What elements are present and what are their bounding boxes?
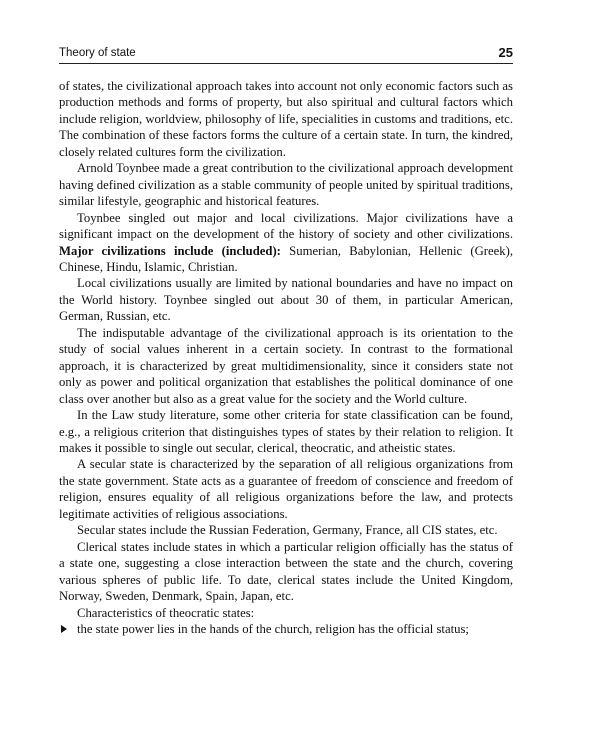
paragraph: Secular states include the Russian Federation, Germany, France, all CIS states, etc. <box>77 523 498 538</box>
paragraph: Clerical states include states in which a particular religion officially has the status of a state one, suggesting a close interaction between the state and the church, covering various spheres of public life. To date, clerical states include the United Kingdom, Norway, Sweden, Denmark, Spain, Japan, etc. <box>59 539 513 604</box>
list-item <box>59 621 513 637</box>
list-item-text: the state power lies in the hands of the church, religion has the official status; <box>77 621 469 636</box>
page-number: 25 <box>498 45 513 60</box>
body-text <box>59 78 513 637</box>
running-title: Theory of state <box>59 47 136 59</box>
paragraph-major-civilizations <box>59 210 513 276</box>
paragraph: In the Law study literature, some other criteria for state classification can be found, e.g., a religious criterion that distinguishes types of states by their relation to religion. It makes it possible to single out secular, clerical, theocratic, and atheistic states. <box>59 408 513 455</box>
paragraph: of states, the civilizational approach takes into account not only economic factors such as production methods and forms of property, but also spiritual and cultural factors which include religion, worldview, philosophy of life, specialities in customs and traditions, etc. The combination of these factors forms the culture of a certain state. In turn, the kindred, closely related cultures form the civilization. <box>59 79 513 159</box>
running-header <box>59 45 513 64</box>
paragraph: A secular state is characterized by the separation of all religious organizations from the state government. State acts as a guarantee of freedom of conscience and freedom of religion, ensures equality of all religious organizations before the law, and protects legitimate activities of religious associations. <box>59 457 513 521</box>
paragraph-text: Sumerian, Babylonian, Hellenic (Greek), Chinese, Hindu, Islamic, Christian. <box>59 243 514 274</box>
paragraph-text: Toynbee singled out major and local civilizations. Major civilizations have a significant impact on the development of the history of society and other civilizations. <box>59 210 513 242</box>
paragraph: Characteristics of theocratic states: <box>77 605 255 620</box>
triangle-bullet-icon <box>61 625 67 633</box>
paragraph: Arnold Toynbee made a great contribution to the civilizational approach development having defined civilization as a stable community of people united by spiritual traditions, similar lifestyle, geographic and historical features. <box>59 161 513 209</box>
paragraph: The indisputable advantage of the civilizational approach is its orientation to the study of social values inherent in a certain society. In contrast to the formational approach, it is characterized by great multidimensionality, since it considers state not only as power and political organization that establishes the political dominance of one class over another but also as a great value for the society and the World culture. <box>59 325 513 406</box>
paragraph: Local civilizations usually are limited by national boundaries and have no impact on the World history. Toynbee singled out about 30 of them, in particular American, German, Russian, etc. <box>59 276 513 324</box>
bold-phrase: Major civilizations include (included): <box>59 243 281 258</box>
